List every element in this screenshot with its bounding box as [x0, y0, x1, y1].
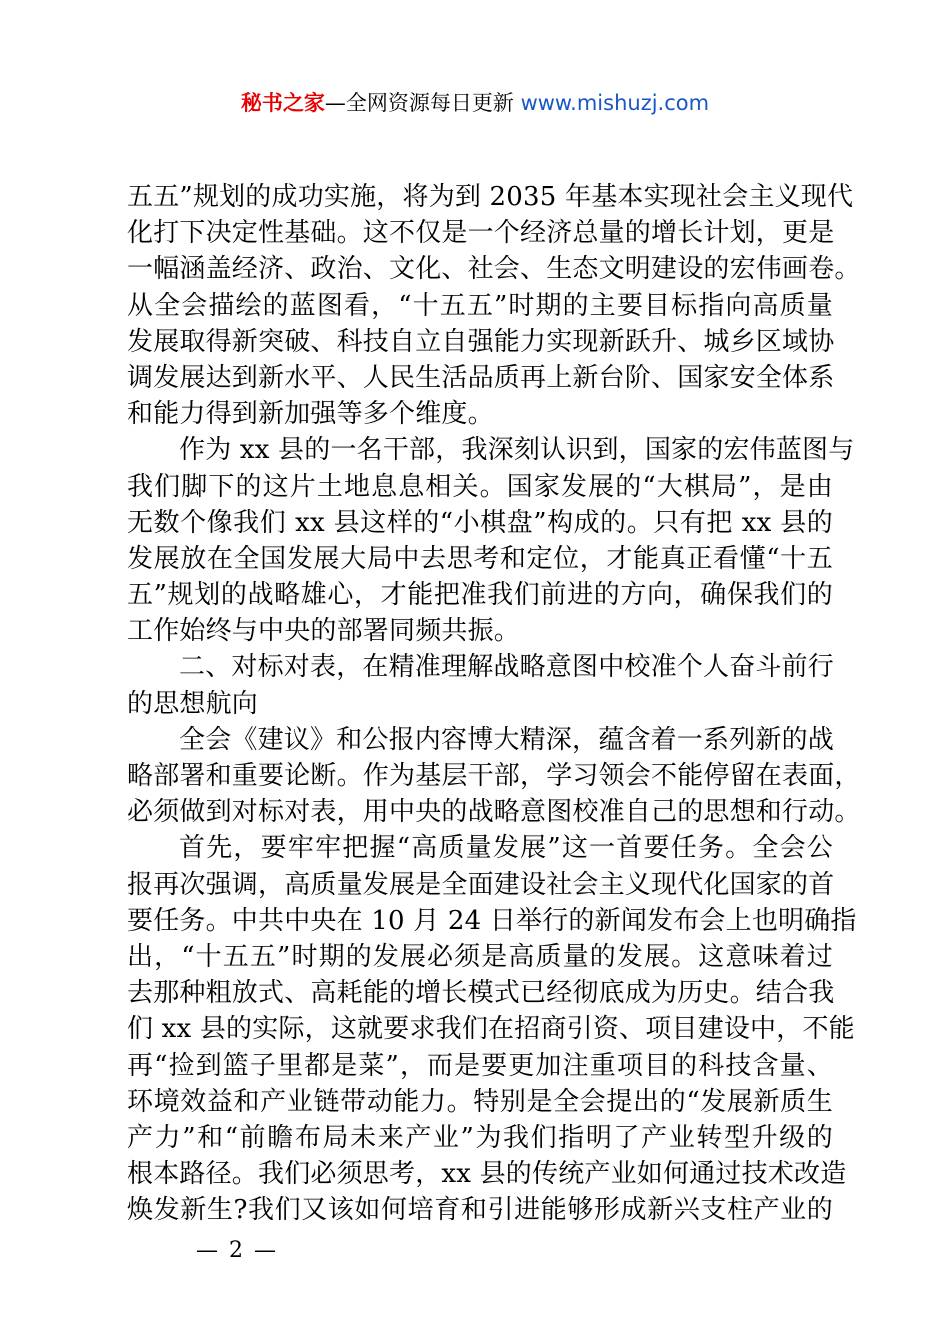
- body-line: 首先，要牢牢把握“高质量发展”这一首要任务。全会公: [179, 833, 833, 864]
- body-line: 环境效益和产业链带动能力。特别是全会提出的“发展新质生: [127, 1086, 833, 1117]
- body-line: 作为 xx 县的一名干部，我深刻认识到，国家的宏伟蓝图与: [179, 435, 855, 466]
- section-heading-line: 二、对标对表，在精准理解战略意图中校准个人奋斗前行: [179, 652, 835, 683]
- body-line: 发展放在全国发展大局中去思考和定位，才能真正看懂“十五: [127, 543, 833, 574]
- body-line: 一幅涵盖经济、政治、文化、社会、生态文明建设的宏伟画卷。: [127, 254, 861, 285]
- document-body: [127, 179, 861, 1228]
- body-line: 必须做到对标对表，用中央的战略意图校准自己的思想和行动。: [127, 797, 861, 828]
- site-header: [0, 88, 950, 118]
- section-heading-line: 的思想航向: [127, 688, 259, 719]
- body-line: 焕发新生?我们又该如何培育和引进能够形成新兴支柱产业的: [127, 1195, 833, 1226]
- body-line: 们 xx 县的实际，这就要求我们在招商引资、项目建设中，不能: [127, 1014, 855, 1045]
- body-line: 调发展达到新水平、人民生活品质再上新台阶、国家安全体系: [127, 362, 835, 393]
- body-line: 发展取得新突破、科技自立自强能力实现新跃升、城乡区域协: [127, 326, 835, 357]
- body-line: 根本路径。我们必须思考，xx 县的传统产业如何通过技术改造: [127, 1159, 847, 1190]
- body-line: 从全会描绘的蓝图看，“十五五”时期的主要目标指向高质量: [127, 290, 833, 321]
- body-line: 无数个像我们 xx 县这样的“小棋盘”构成的。只有把 xx 县的: [127, 507, 833, 538]
- page-number: — 2 —: [196, 1238, 278, 1263]
- body-line: 报再次强调，高质量发展是全面建设社会主义现代化国家的首: [127, 869, 835, 900]
- header-tagline: —全网资源每日更新: [324, 91, 521, 115]
- body-line: 和能力得到新加强等多个维度。: [127, 399, 494, 430]
- body-line: 全会《建议》和公报内容博大精深，蕴含着一系列新的战: [179, 724, 835, 755]
- body-line: 五”规划的战略雄心，才能把准我们前进的方向，确保我们的: [127, 580, 833, 611]
- body-line: 化打下决定性基础。这不仅是一个经济总量的增长计划，更是: [127, 218, 835, 249]
- body-line: 五五”规划的成功实施，将为到 2035 年基本实现社会主义现代: [127, 182, 854, 212]
- site-url-link[interactable]: www.mishuzj.com: [520, 91, 710, 115]
- body-line: 我们脚下的这片土地息息相关。国家发展的“大棋局”，是由: [127, 471, 833, 502]
- body-line: 产力”和“前瞻布局未来产业”为我们指明了产业转型升级的: [127, 1122, 833, 1153]
- body-line: 再“捡到篮子里都是菜”，而是要更加注重项目的科技含量、: [127, 1050, 833, 1081]
- body-line: 要任务。中共中央在 10 月 24 日举行的新闻发布会上也明确指: [127, 905, 857, 936]
- body-line: 略部署和重要论断。作为基层干部，学习领会不能停留在表面，: [127, 761, 861, 791]
- body-line: 工作始终与中央的部署同频共振。: [127, 616, 521, 647]
- body-line: 出，“十五五”时期的发展必须是高质量的发展。这意味着过: [127, 941, 833, 972]
- body-line: 去那种粗放式、高耗能的增长模式已经彻底成为历史。结合我: [127, 978, 835, 1009]
- brand-name: 秘书之家: [240, 91, 325, 115]
